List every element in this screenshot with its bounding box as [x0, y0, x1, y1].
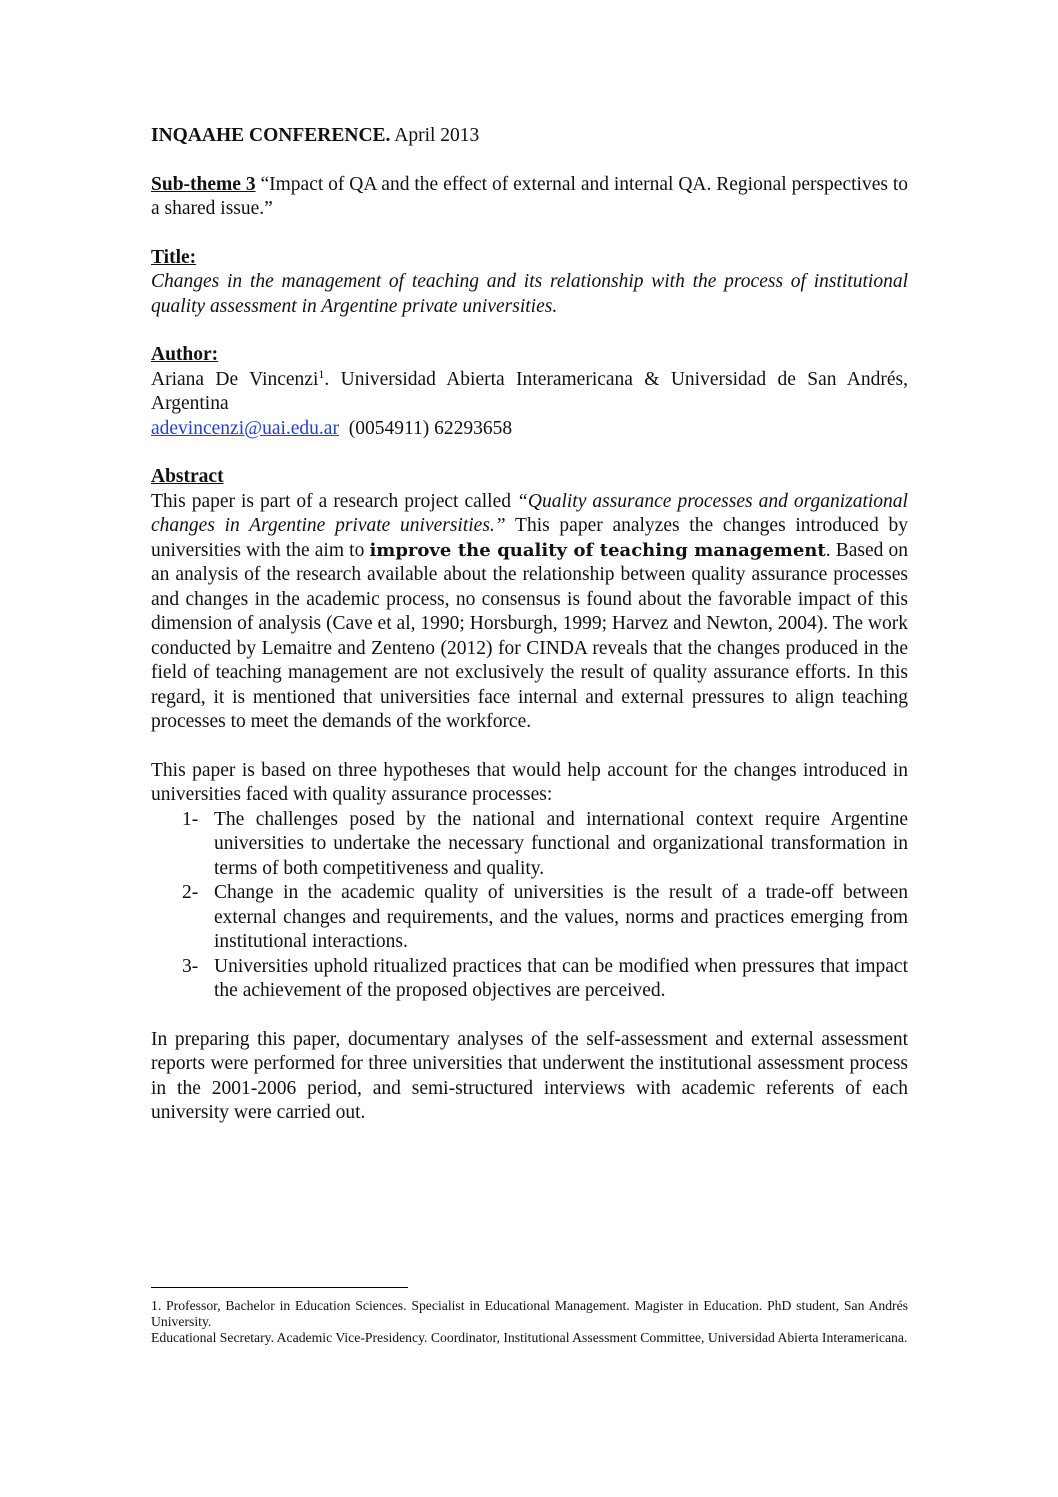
footnote-mark[interactable]: 1: [318, 366, 325, 381]
conference-date: April 2013: [394, 125, 480, 146]
list-number: 2-: [182, 882, 199, 903]
subtheme-paragraph: [151, 173, 908, 222]
list-number: 3-: [182, 955, 199, 977]
abstract-paragraph-2: This paper is based on three hypotheses that would help account for the changes introduced in universities faced with quality assurance processes:: [151, 759, 908, 805]
abstract-paragraph-1: [151, 490, 908, 735]
list-text: Universities uphold ritualized practices that can be modified when pressures that impact the achievement of the proposed objectives are perceived.: [214, 955, 908, 1001]
emphasis-text: improve the quality of teaching management: [369, 539, 826, 561]
document-body: [151, 124, 908, 1126]
subtheme-text: “Impact of QA and the effect of external and internal QA. Regional perspectives to a shared issue.”: [151, 173, 909, 219]
contact-line: [151, 417, 908, 442]
abstract-text: This paper is part of a research project called: [151, 490, 518, 512]
project-title: “Quality assurance processes and organizational changes in Argentine private universities.”: [151, 490, 908, 536]
abstract-paragraph-3: In preparing this paper, documentary analyses of the self-assessment and external assessment reports were performed for three universities that underwent the institutional assessment process in the 2001-2006 period, and semi-structured interviews with academic referents of each university were carried out.: [151, 1028, 908, 1123]
footnote-1: 1. Professor, Bachelor in Education Sciences. Specialist in Educational Management. Magister in Education. PhD student, San Andrés University.: [151, 1298, 908, 1330]
abstract-text: This paper analyzes the changes introduced by universities with the aim to: [151, 515, 908, 561]
abstract-heading: Abstract: [151, 466, 224, 487]
paper-title: Changes in the management of teaching and its relationship with the process of institutional quality assessment in Argentine private universities.: [151, 271, 908, 317]
footnote-1-continued: Educational Secretary. Academic Vice-Presidency. Coordinator, Institutional Assessment Committee, Universidad Abierta Interamericana.: [151, 1330, 908, 1346]
conference-line: [151, 124, 908, 149]
footnotes: [151, 1298, 908, 1347]
abstract-text: . Based on an analysis of the research available about the relationship between quality assurance processes and changes in the academic process, no consensus is found about the favorable impact of this dimension of analysis (Cave et al, 1990; Horsburgh, 1999; Harvez and Newton, 2004). The work conducted by Lemaitre and Zenteno (2012) for CINDA reveals that the changes produced in the field of teaching management are not exclusively the result of quality assurance efforts. In this regard, it is mentioned that universities face internal and external pressures to align teaching processes to meet the demands of the workforce.: [151, 539, 908, 732]
author-heading: Author:: [151, 344, 219, 365]
author-affiliation: . Universidad Abierta Interamericana & Universidad de San Andrés, Argentina: [151, 368, 908, 414]
list-item: [151, 808, 908, 882]
author-name: Ariana De Vincenzi: [151, 368, 319, 390]
list-item: [151, 881, 908, 955]
email-link[interactable]: adevincenzi@uai.edu.ar: [151, 417, 339, 439]
phone-number: (0054911) 62293658: [338, 417, 513, 439]
conference-name: INQAAHE CONFERENCE.: [151, 125, 391, 146]
list-item: [151, 955, 908, 1004]
list-text: The challenges posed by the national and international context require Argentine universities to undertake the necessary functional and organizational transformation in terms of both competitiveness and quality.: [214, 808, 908, 879]
author-line: [151, 368, 908, 417]
list-number: 1-: [182, 808, 199, 830]
subtheme-label: Sub-theme 3: [151, 173, 256, 195]
footnote-separator: [151, 1287, 408, 1288]
list-text: Change in the academic quality of universities is the result of a trade-off between external changes and requirements, and the values, norms and practices emerging from institutional interactions.: [214, 882, 908, 952]
hypotheses-list: [151, 808, 908, 1004]
title-heading: Title:: [151, 246, 197, 268]
